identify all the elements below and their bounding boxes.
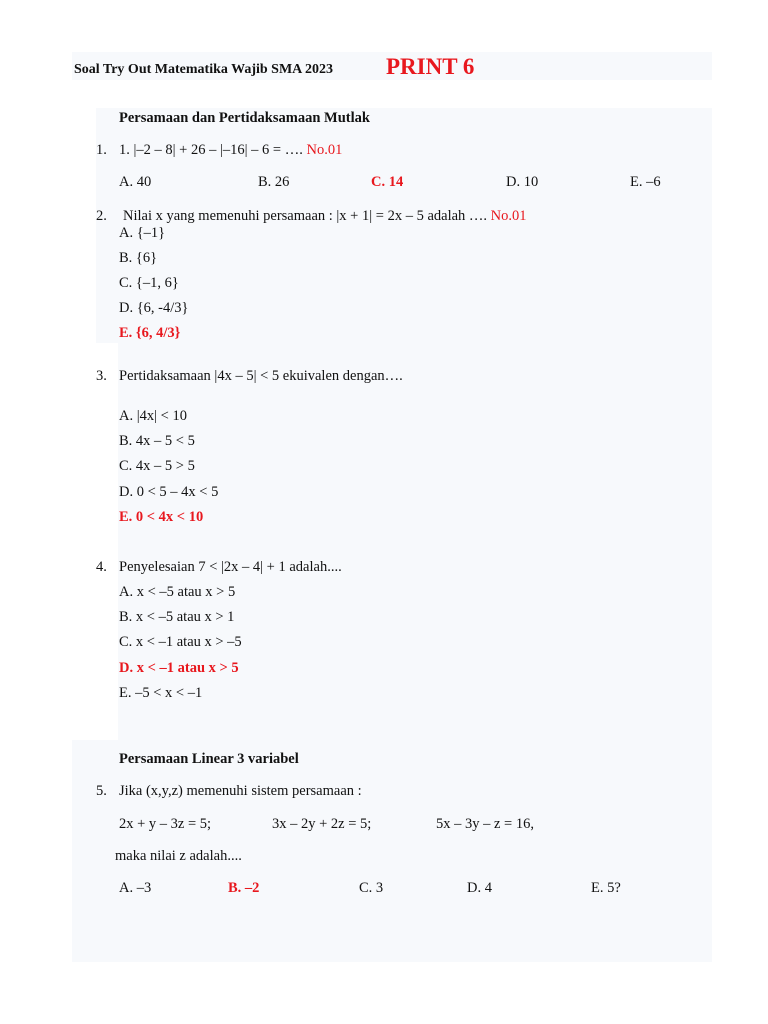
question-text-1 (119, 141, 342, 159)
q2-option-c: C. {–1, 6} (119, 275, 179, 291)
question-2-body: Nilai x yang memenuhi persamaan : |x + 1| = 2x – 5 adalah …. (123, 208, 488, 224)
question-text-2 (123, 207, 527, 225)
q2-option-e: E. {6, 4/3} (119, 325, 181, 341)
content-tint-mid (118, 343, 712, 740)
q3-option-e: E. 0 < 4x < 10 (119, 509, 204, 525)
question-2-tag: No.01 (490, 208, 527, 224)
section-title-1: Persamaan dan Pertidaksamaan Mutlak (119, 110, 370, 126)
q3-option-a: A. |4x| < 10 (119, 408, 187, 424)
question-text-4: Penyelesaian 7 < |2x – 4| + 1 adalah.... (119, 559, 342, 575)
q5-option-a: A. –3 (119, 880, 152, 896)
q1-option-b: B. 26 (258, 174, 290, 190)
print-label: PRINT 6 (386, 54, 475, 79)
q1-option-e: E. –6 (630, 174, 661, 190)
question-number-4: 4. (96, 559, 107, 575)
q3-option-c: C. 4x – 5 > 5 (119, 458, 195, 474)
q5-option-e: E. 5? (591, 880, 621, 896)
document-title: Soal Try Out Matematika Wajib SMA 2023 (74, 62, 334, 77)
q2-option-b: B. {6} (119, 250, 158, 266)
q4-option-a: A. x < –5 atau x > 5 (119, 584, 236, 600)
q4-option-b: B. x < –5 atau x > 1 (119, 609, 235, 625)
q5-option-b: B. –2 (228, 880, 260, 896)
q5-option-d: D. 4 (467, 880, 492, 896)
q5-followup: maka nilai z adalah.... (115, 848, 242, 864)
q1-option-d: D. 10 (506, 174, 539, 190)
q4-option-d: D. x < –1 atau x > 5 (119, 660, 239, 676)
section-title-2: Persamaan Linear 3 variabel (119, 751, 299, 767)
question-1-tag: No.01 (306, 142, 343, 158)
q5-equation-1: 2x + y – 3z = 5; (119, 816, 212, 832)
q5-option-c: C. 3 (359, 880, 384, 896)
question-number-2: 2. (96, 208, 107, 224)
q1-option-c: C. 14 (371, 174, 404, 190)
q5-equation-2: 3x – 2y + 2z = 5; (272, 816, 372, 832)
question-text-3: Pertidaksamaan |4x – 5| < 5 ekuivalen dengan…. (119, 368, 403, 384)
q2-option-d: D. {6, -4/3} (119, 300, 189, 316)
q3-option-d: D. 0 < 5 – 4x < 5 (119, 484, 219, 500)
question-text-5: Jika (x,y,z) memenuhi sistem persamaan : (119, 783, 362, 799)
question-number-3: 3. (96, 368, 107, 384)
question-number-5: 5. (96, 783, 107, 799)
q4-option-e: E. –5 < x < –1 (119, 685, 203, 701)
q3-option-b: B. 4x – 5 < 5 (119, 433, 195, 449)
q4-option-c: C. x < –1 atau x > –5 (119, 634, 242, 650)
q5-equation-3: 5x – 3y – z = 16, (436, 816, 534, 832)
question-1-body: 1. |–2 – 8| + 26 – |–16| – 6 = …. (119, 142, 303, 158)
question-number-1: 1. (96, 142, 107, 158)
q1-option-a: A. 40 (119, 174, 152, 190)
q2-option-a: A. {–1} (119, 225, 166, 241)
